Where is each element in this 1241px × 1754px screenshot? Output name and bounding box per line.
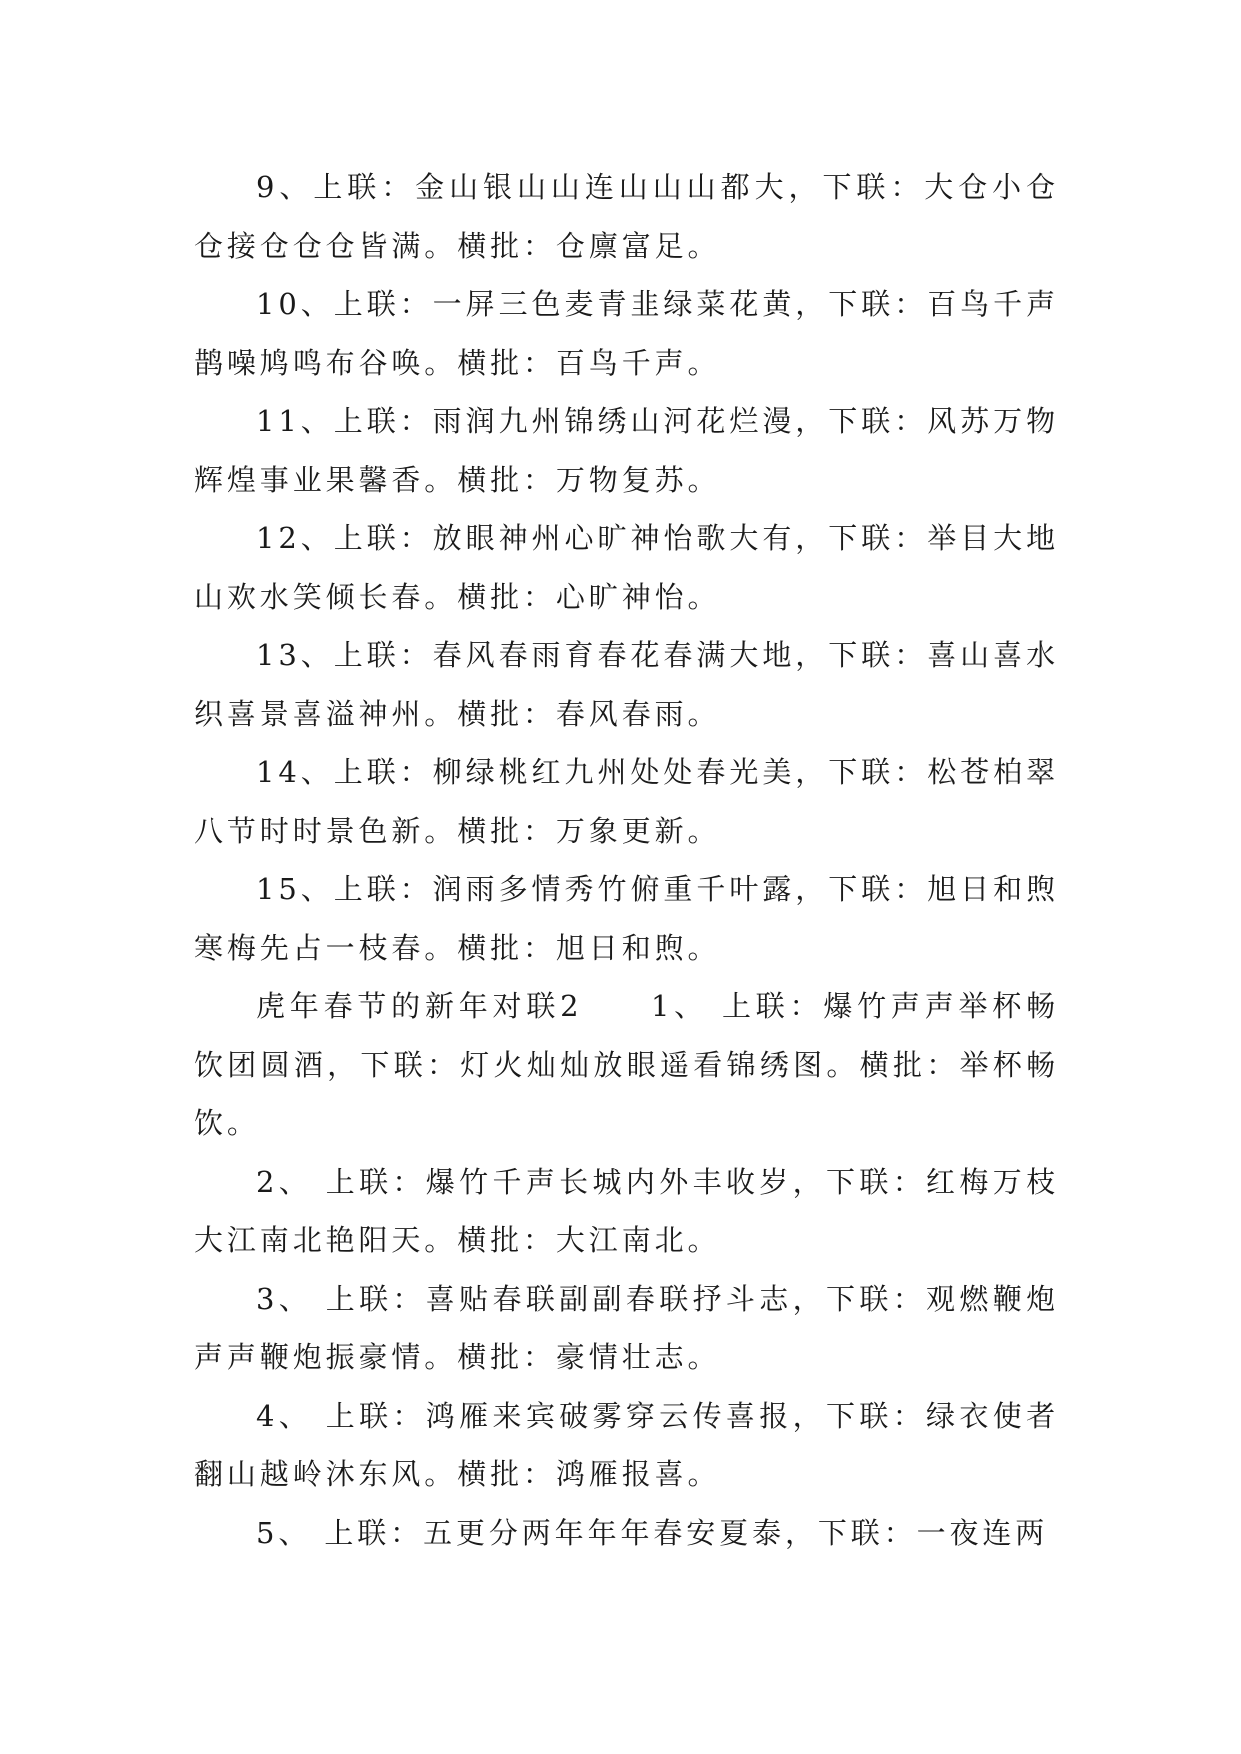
couplet-paragraph-10: 10、上联：一屏三色麦青韭绿菜花黄，下联：百鸟千声鹊噪鸠鸣布谷唤。横批：百鸟千声。 bbox=[194, 287, 1059, 380]
couplet-paragraph-15: 15、上联：润雨多情秀竹俯重千叶露，下联：旭日和煦寒梅先占一枝春。横批：旭日和煦。 bbox=[194, 872, 1059, 965]
section-heading-paragraph: 虎年春节的新年对联2 1、 上联：爆竹声声举杯畅饮团圆酒，下联：灯火灿灿放眼遥看锦绣图。横批：举杯畅饮。 bbox=[194, 989, 1059, 1140]
couplet-paragraph-5: 5、 上联：五更分两年年年春安夏泰，下联：一夜连两 bbox=[256, 1515, 1049, 1550]
couplet-paragraph-14: 14、上联：柳绿桃红九州处处春光美，下联：松苍柏翠八节时时景色新。横批：万象更新。 bbox=[194, 755, 1059, 848]
couplet-paragraph-3: 3、 上联：喜贴春联副副春联抒斗志，下联：观燃鞭炮声声鞭炮振豪情。横批：豪情壮志。 bbox=[194, 1281, 1059, 1374]
couplet-paragraph-13: 13、上联：春风春雨育春花春满大地，下联：喜山喜水织喜景喜溢神州。横批：春风春雨。 bbox=[194, 638, 1059, 731]
document-body bbox=[194, 158, 1059, 1562]
couplet-paragraph-9: 9、上联：金山银山山连山山山都大，下联：大仓小仓仓接仓仓仓皆满。横批：仓廪富足。 bbox=[194, 170, 1059, 263]
couplet-paragraph-2: 2、 上联：爆竹千声长城内外丰收岁，下联：红梅万枝大江南北艳阳天。横批：大江南北。 bbox=[194, 1164, 1059, 1257]
couplet-paragraph-11: 11、上联：雨润九州锦绣山河花烂漫，下联：风苏万物辉煌事业果馨香。横批：万物复苏。 bbox=[194, 404, 1059, 497]
couplet-paragraph-4: 4、 上联：鸿雁来宾破雾穿云传喜报，下联：绿衣使者翻山越岭沐东风。横批：鸿雁报喜。 bbox=[194, 1398, 1059, 1491]
couplet-paragraph-12: 12、上联：放眼神州心旷神怡歌大有，下联：举目大地山欢水笑倾长春。横批：心旷神怡。 bbox=[194, 521, 1059, 614]
